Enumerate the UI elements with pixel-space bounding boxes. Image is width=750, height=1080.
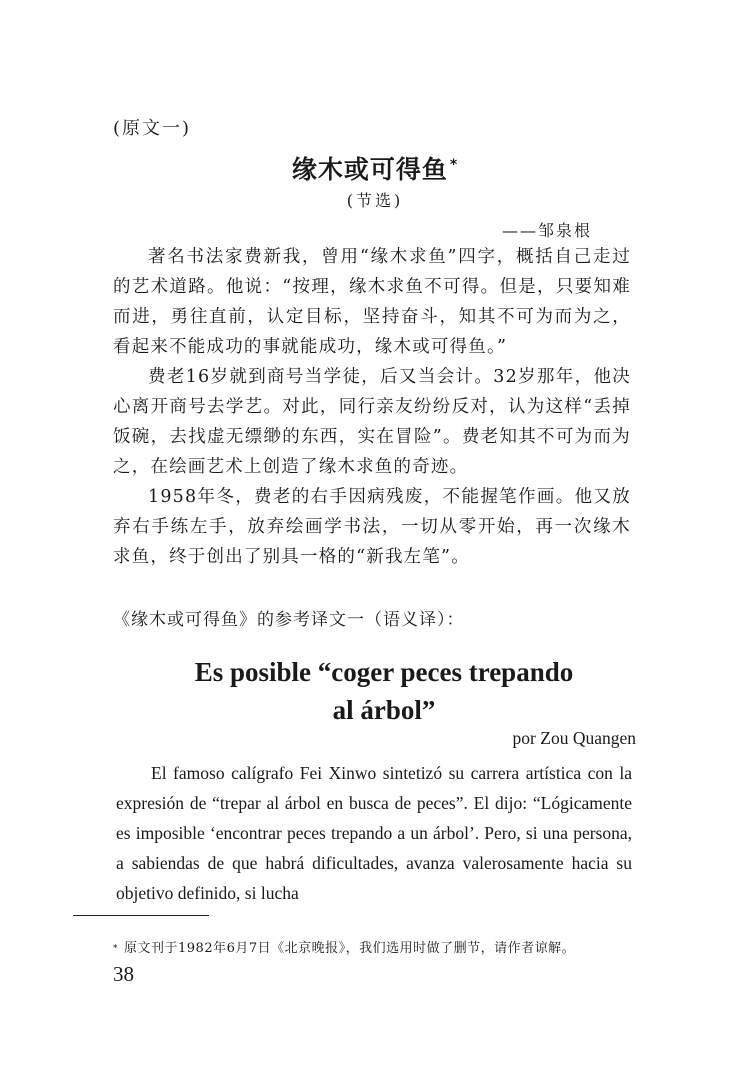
- page-number: 38: [113, 962, 134, 986]
- spanish-title: [0, 653, 750, 729]
- footnote-mark: *: [113, 943, 118, 954]
- chinese-title-text: 缘木或可得鱼: [291, 155, 448, 184]
- chinese-title: [0, 150, 750, 186]
- footnote: [113, 937, 575, 956]
- chinese-paragraph: 1958年冬，费老的右手因病残废，不能握笔作画。他又放弃右手练左手，放弃绘画学书法，一切从零开始，再一次缘木求鱼，终于创出了别具一格的“新我左笔”。: [113, 487, 631, 567]
- spanish-paragraph: El famoso calígrafo Fei Xinwo sintetizó su carrera artística con la expresión de “trepar al árbol en busca de peces”. El dijo: “Lógicamente es imposible ‘encontrar peces trepando a un árbol’. Pero, si una persona, a sabiendas de que habrá dificultades, avanza valerosamente hacia su objetivo definido, si lucha: [116, 763, 632, 903]
- chinese-author: ——邹泉根: [501, 221, 592, 240]
- spanish-author: por Zou Quangen: [512, 728, 636, 748]
- chinese-body: [113, 242, 631, 572]
- footnote-divider: [73, 915, 209, 916]
- footnote-text: 原文刊于1982年6月7日《北京晚报》，我们选用时做了删节，请作者谅解。: [124, 941, 576, 956]
- chinese-subtitle: (节选): [346, 191, 404, 210]
- chinese-paragraph: 费老16岁就到商号当学徒，后又当会计。32岁那年，他决心离开商号去学艺。对此，同行亲友纷纷反对，认为这样“丢掉饭碗，去找虚无缥缈的东西，实在冒险”。费老知其不可为而为之，在绘画艺术上创造了缘木求鱼的奇迹。: [113, 367, 631, 477]
- chinese-paragraph: 著名书法家费新我，曾用“缘木求鱼”四字，概括自己走过的艺术道路。他说：“按理，缘木求鱼不可得。但是，只要知难而进，勇往直前，认定目标，坚持奋斗，知其不可为而为之，看起来不能成功的事就能成功，缘木或可得鱼。”: [113, 247, 631, 357]
- chinese-title-footnote-mark: *: [449, 156, 459, 173]
- spanish-title-line: Es posible “coger peces trepando: [194, 657, 574, 687]
- spanish-title-line: al árbol”: [332, 695, 436, 725]
- translation-label: 《缘木或可得鱼》的参考译文一（语义译）：: [113, 610, 465, 630]
- spanish-body: [116, 758, 632, 908]
- original-text-label: (原文一): [113, 118, 192, 139]
